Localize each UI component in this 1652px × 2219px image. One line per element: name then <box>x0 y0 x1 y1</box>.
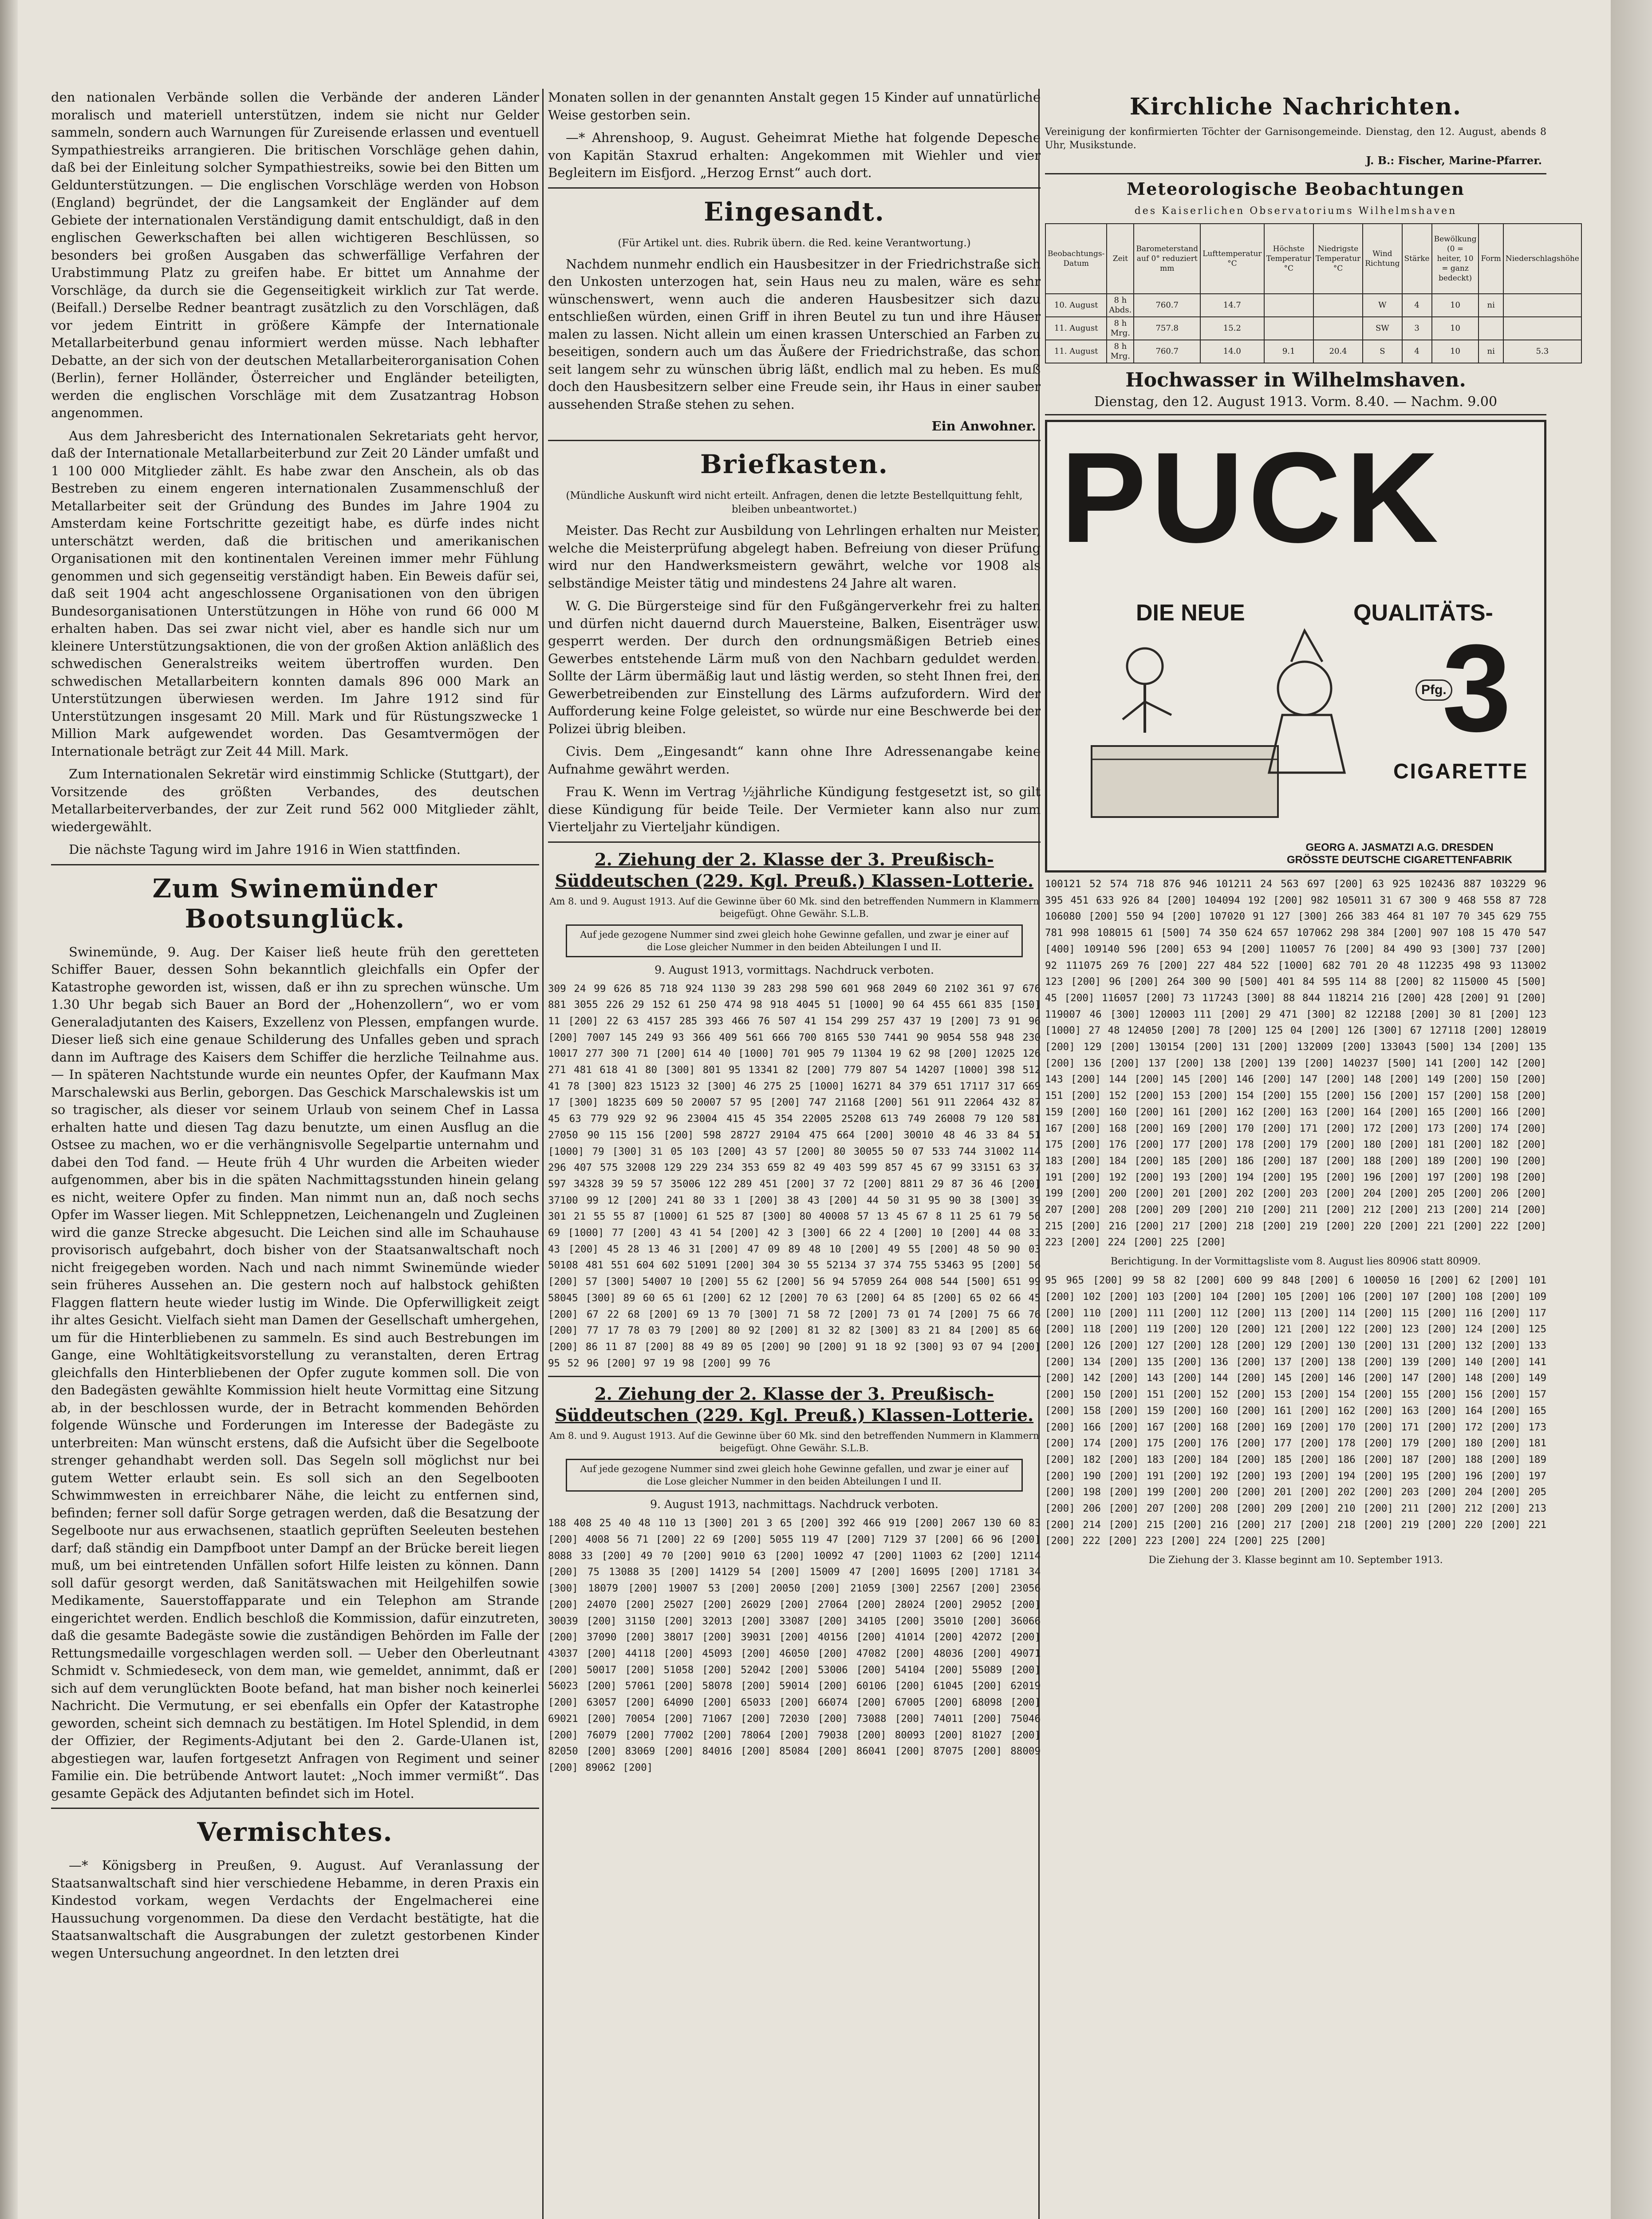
lottery-2-box: Auf jede gezogene Nummer sind zwei gleich hohe Gewinne gefallen, und zwar je einer auf die Lose gleicher Nummer in den beiden Abteilungen I und II. <box>566 1459 1023 1492</box>
ad-maker-name: GEORG A. JASMATZI A.G. DRESDEN <box>1305 841 1494 853</box>
weather-header: Stärke <box>1402 224 1432 294</box>
briefkasten-meister: Meister. Das Recht zur Ausbildung von Lehrlingen erhalten nur Meister, welche die Meisterprüfung abgelegt haben. Befreiung von dieser Prüfung wird nur den Handwerksmeistern gewährt, welche vor 1908 als selbständige Meister tätig und mindestens 24 Jahre alt waren. <box>548 523 1041 591</box>
column-rule-1 <box>542 89 544 2219</box>
lottery-correction: Berichtigung. In der Vormittagsliste vom 8. August lies 80906 statt 80909. <box>1110 1256 1481 1267</box>
ad-maker-tagline: GRÖSSTE DEUTSCHE CIGARETTENFABRIK <box>1287 854 1513 866</box>
ad-brand: PUCK <box>1061 426 1443 569</box>
ad-pfg: Pfg. <box>1415 679 1452 701</box>
weather-cell: SW <box>1363 317 1402 340</box>
weather-cell: 4 <box>1402 340 1432 363</box>
weather-cell: 8 h Mrg. <box>1107 340 1134 363</box>
weather-cell <box>1264 294 1313 317</box>
meteorologie-sub: des Kaiserlichen Observatoriums Wilhelmshaven <box>1134 205 1457 217</box>
eingesandt-signature: Ein Anwohner. <box>931 419 1036 434</box>
weather-cell: 757.8 <box>1134 317 1200 340</box>
weather-header: Beobachtungs-Datum <box>1045 224 1107 294</box>
section-rule <box>548 440 1041 441</box>
lottery-2-numbers: 188 408 25 40 48 110 13 [300] 201 3 65 [200] 392 466 919 [200] 2067 130 60 83 [200] 4008 56 71 [200] 22 69 [200] 5055 119 47 [200] 7129 37 [200] 66 96 [200] 8088 33 [200] 49 70 [200] 9010 63 [200] 10092 47 [200] 11003 62 [200] 12114 [200] 75 13088 35 [200] 14129 54 [200] 15009 47 [200] 16095 [200] 17181 34 [300] 18079 [200] 19007 53 [200] 20050 [200] 21059 [300] 22567 [200] 23056 [200] 24070 [200] 25027 [200] 26029 [200] 27064 [200] 28024 [200] 29052 [200] 30039 [200] 31150 [200] 32013 [200] 33087 [200] 34105 [200] 35010 [200] 36066 [200] 37090 [200] 38017 [200] 39031 [200] 40156 [200] 41014 [200] 42072 [200] 43037 [200] 44118 [200] 45093 [200] 46050 [200] 47082 [200] 48036 [200] 49071 [200] 50017 [200] 51058 [200] 52042 [200] 53006 [200] 54104 [200] 55089 [200] 56023 [200] 57061 [200] 58078 [200] 59014 [200] 60106 [200] 61045 [200] 62019 [200] 63057 [200] 64090 [200] 65033 [200] 66074 [200] 67005 [200] 68098 [200] 69021 [200] 70054 [200] 71067 [200] 72030 [200] 73088 [200] 74011 [200] 75046 [200] 76079 [200] 77002 [200] 78064 [200] 79038 [200] 80093 [200] 81027 [200] 82050 [200] 83069 [200] 84016 [200] 85084 [200] 86041 [200] 87075 [200] 88009 [200] 89062 [200] <box>548 1517 1041 1773</box>
weather-header: Niedrigste Temperatur °C <box>1313 224 1363 294</box>
section-rule <box>1045 173 1546 174</box>
briefkasten-civis: Civis. Dem „Eingesandt“ kann ohne Ihre Adressenangabe keine Aufnahme gewährt werden. <box>548 744 1041 777</box>
lottery-1-box: Auf jede gezogene Nummer sind zwei gleich hohe Gewinne gefallen, und zwar je einer auf die Lose gleicher Nummer in den beiden Abteilungen I und II. <box>566 924 1023 957</box>
lottery-1-sub: Am 8. und 9. August 1913. Auf die Gewinne über 60 Mk. sind den betreffenden Nummern in Klammern beigefügt. Ohne Gewähr. S.L.B. <box>549 896 1039 919</box>
section-rule <box>548 187 1041 189</box>
weather-cell: 10. August <box>1045 294 1107 317</box>
briefkasten-frau-k: Frau K. Wenn im Vertrag ½jährliche Kündigung festgesetzt ist, so gilt diese Kündigung für beide Teile. Der Vermieter kann also nur zum Vierteljahr zu Vierteljahr kündigen. <box>548 784 1041 834</box>
weather-table <box>1045 223 1582 363</box>
weather-cell <box>1503 317 1581 340</box>
ad-illustration <box>1074 613 1376 826</box>
lottery-1-date: 9. August 1913, vormittags. Nachdruck verboten. <box>654 963 934 976</box>
weather-cell: 760.7 <box>1134 340 1200 363</box>
article-koenigsberg: —* Königsberg in Preußen, 9. August. Auf Veranlassung der Staatsanwaltschaft sind hier verschiedene Hebamme, in deren Praxis ein Kindestod vorkam, wegen Verdachts der Engelmacherei eine Haussuchung vorgenommen. Da diese den Verdacht bestätigte, hat die Staatsanwaltschaft die Ausgrabungen der zuletzt gestorbenen Kinder wegen Untersuchung angeordnet. In den letzten drei <box>51 1858 539 1961</box>
article-metall-continued: den nationalen Verbände sollen die Verbände der anderen Länder moralisch und materiell unterstützen, indem sie nicht nur Gelder sammeln, sondern auch Warnungen für Zureisende erlassen und eventuell Sympathiestreiks arrangieren. Die britischen Vorschläge gehen dahin, daß bei der Einleitung solcher Sympathiestreiks, sowie bei den Bitten um Geldunterstützungen. — Die englischen Vorschläge werden von Hobson (England) begründet, der die Langsamkeit der Engländer auf dem Gebiete der internationalen Verständigung damit entschuldigt, daß in den englischen Gewerkschaften bei allen wichtigeren Beschlüssen, so besonders bei großen Ausgaben das schwerfällige Verfahren der Urabstimmung Platz zu greifen habe. Er bittet um Annahme der Vorschläge, da durch sie die Gegenseitigkeit wirklich zur Tat werde. (Beifall.) Derselbe Redner beantragt zusätzlich zu den Vorschlägen, daß vor jedem Eintritt in größere Kämpfe der Internationale Metallarbeiterbund genau informiert werden müsse. Nach lebhafter Debatte, an der sich von der deutschen Metallarbeiterorganisation Cohen (Berlin), ferner Holländer, Österreicher und Engländer beteiligten, werden die englischen Vorschläge mit dem Zusatzantrag Hobson angenommen. <box>51 90 539 420</box>
hochwasser-times: Dienstag, den 12. August 1913. Vorm. 8.40. — Nachm. 9.00 <box>1094 394 1498 410</box>
binding-edge <box>0 0 18 2219</box>
heading-meteorologie: Meteorologische Beobachtungen <box>1127 179 1465 199</box>
heading-eingesandt: Eingesandt. <box>704 196 885 227</box>
weather-cell: 5.3 <box>1503 340 1581 363</box>
weather-cell: S <box>1363 340 1402 363</box>
weather-cell <box>1503 294 1581 317</box>
weather-header: Zeit <box>1107 224 1134 294</box>
weather-cell: 11. August <box>1045 340 1107 363</box>
weather-cell <box>1313 294 1363 317</box>
lottery-2-title: 2. Ziehung der 2. Klasse der 3. Preußisch-Süddeutschen (229. Kgl. Preuß.) Klassen-Lotterie. <box>555 1384 1034 1425</box>
heading-swinemuende: Zum Swinemünder Bootsunglück. <box>152 873 438 934</box>
church-text: Vereinigung der konfirmierten Töchter der Garnisongemeinde. Dienstag, den 12. August, abends 8 Uhr, Musikstunde. <box>1045 126 1546 151</box>
weather-cell <box>1313 317 1363 340</box>
section-rule <box>1045 414 1546 415</box>
column-1 <box>51 89 539 2219</box>
article-metall-secretary: Zum Internationalen Sekretär wird einstimmig Schlicke (Stuttgart), der Vorsitzende des größten Verbandes, des deutschen Metallarbeiterverbandes, der zur Zeit rund 562 000 Mitglieder zählt, wiedergewählt. <box>51 766 539 834</box>
lottery-1-numbers: 309 24 99 626 85 718 924 1130 39 283 298 590 601 968 2049 60 2102 361 97 676 881 3055 226 29 152 61 250 474 98 918 4045 51 [1000] 90 64 455 661 835 [150] 11 [200] 22 63 4157 285 393 466 76 507 41 154 299 257 437 19 [200] 73 91 96 [200] 7007 145 249 93 366 409 561 666 700 8165 530 7441 90 9054 558 948 230 10017 277 300 71 [200] 614 40 [1000] 701 905 79 11304 19 62 98 [200] 12025 126 271 481 618 41 80 [300] 801 95 13341 82 [200] 779 807 54 14207 [1000] 398 512 41 78 [300] 823 15123 32 [300] 46 275 25 [1000] 16271 84 379 651 17117 317 669 17 [300] 18235 609 50 20007 57 95 [200] 747 21168 [200] 561 911 22064 432 87 45 63 779 929 92 96 23004 415 45 354 22005 25208 613 749 26008 79 120 581 27050 90 115 156 [200] 598 28727 29104 475 664 [200] 30010 48 46 33 84 51 [1000] 79 [300] 31 05 103 [200] 43 57 [200] 80 30055 50 07 533 744 31002 114 296 407 575 32008 129 229 234 353 659 82 49 403 599 857 45 67 99 33151 63 37 597 34328 39 59 57 35006 122 289 451 [200] 37 72 [200] 8811 29 87 36 46 [200] 37100 99 12 [200] 241 80 33 1 [200] 38 43 [200] 44 50 31 95 90 38 [300] 39 301 21 55 55 87 [1000] 61 525 87 [300] 80 40008 57 13 45 67 8 11 25 61 79 56 69 [1000] 77 [200] 43 41 54 [200] 42 3 [300] 66 22 4 [200] 10 [200] 44 08 33 43 [200] 45 28 13 46 31 [200] 47 09 89 48 10 [200] 49 55 [200] 48 50 90 03 50108 481 551 604 602 51091 [200] 304 30 55 52134 37 374 755 53463 95 [200] 56 [200] 57 [300] 54007 10 [200] 55 62 [200] 56 94 57059 264 008 544 [500] 651 99 58045 [300] 89 60 65 61 [200] 62 12 [200] 70 63 [200] 64 85 [200] 65 02 66 45 [200] 67 22 68 [200] 69 13 70 [300] 71 58 72 [200] 73 01 74 [200] 75 66 76 [200] 77 17 78 03 79 [200] 80 92 [200] 81 32 82 [300] 83 21 84 [200] 85 60 [200] 86 11 87 [200] 88 49 89 05 [200] 90 [200] 91 18 92 [300] 93 07 94 [200] 95 52 96 [200] 97 19 98 [200] 99 76 <box>548 983 1041 1369</box>
weather-cell: 10 <box>1432 340 1479 363</box>
article-swinemuende: Swinemünde, 9. Aug. Der Kaiser ließ heute früh den geretteten Schiffer Bauer, dessen Sohn bekanntlich gleichfalls ein Opfer der Katastrophe geworden ist, wissen, daß er ihn zu sprechen wünsche. Um 1.30 Uhr begab sich Bauer an Bord der „Hohenzollern“, wo er vom Generaladjutanten des Kaisers, Exzellenz von Plessen, empfangen wurde. Dieser ließ sich eine genaue Schilderung des Unfalles geben und sprach dann im Auftrage des Kaisers dem Schiffer die herzliche Teilnahme aus. — In späteren Nachtstunde wurde ein neuntes Opfer, der Kaufmann Max Marschalewski aus Berlin, geborgen. Das Geschick Marschalewskis ist um so tragischer, als dieser vor seinem Urlaub von seinem Chef in Lassa erhalten hatte und diesen Tag dazu benutzte, um einen Ausflug an die Ostsee zu machen, wo er die verhängnisvolle Segelpartie unternahm und dabei den Tod fand. — Heute früh 4 Uhr wurden die Arbeiten wieder aufgenommen, aber bis in die späten Nachmittagsstunden hinein gelang es nicht, weitere Opfer zu finden. Man nimmt nun an, daß noch sechs Opfer im Wasser liegen. Mit Schleppnetzen, Leichenangeln und Zugleinen wird die ganze Strecke abgesucht. Die Leichen sind alle im Schauhause provisorisch aufgebahrt, doch bisher von der Staatsanwaltschaft noch nicht freigegeben worden. Nach und nach nimmt Swinemünde wieder sein früheres Aussehen an. Die gestern noch auf halbstock gehißten Flaggen flattern heute wieder lustig im Winde. Die Opferwilligkeit zeigt ihr altes Gesicht. Vielfach sieht man Damen der Gesellschaft umhergehen, um für die Hinterbliebenen zu sammeln. Es sind auch Bestrebungen im Gange, eine Wohltätigkeitsvorstellung zu veranstalten, deren Ertrag gleichfalls den Hinterbliebenen der Opfer zugute kommen soll. Die von den Badegästen gewählte Kommission hielt heute Vormittag eine Sitzung ab, in der beschlossen wurde, der in Betracht kommenden Behörden folgende Wünsche und Forderungen im Interesse der Badegäste zu unterbreiten: Man wünscht erstens, daß die Aufsicht über die Segelboote strenger gehandhabt werden soll. Das Segeln soll möglichst nur bei gutem Wetter erlaubt sein. Es soll sich an den Segelbooten Schwimmwesten in erreichbarer Nähe, die leicht zu entfernen sind, befinden; ferner soll dafür Sorge getragen werden, daß die Besatzung der Segelboote nur aus erwachsenen, staatlich geprüften Seeleuten bestehen darf; daß ständig ein Dampfboot unter Dampf an der Brücke bereit liegen muß, um bei eintretenden Unfällen sofort Hilfe leisten zu können. Dann soll dafür gesorgt werden, daß Sanitätswachen mit Heilgehilfen sowie Medikamente, Sauerstoffapparate und ein Telephon am Strande eingerichtet werden. Endlich beschloß die Kommission, dafür einzutreten, daß die gesamte Badegäste sowie die zuständigen Behörden im Falle der Rettungsmedaille vorgeschlagen werden soll. — Ueber den Oberleutnant Schmidt v. Schmiedeseck, von dem man, wie gemeldet, annimmt, daß er sich auf dem verunglückten Boote befand, hat man bisher noch keinerlei Nachricht. Die Vermutung, er sei ebenfalls ein Opfer der Katastrophe geworden, scheint sich demnach zu bestätigen. Im Hotel Splendid, in dem der Offizier, der Regiments-Adjutant bei den 2. Garde-Ulanen ist, abgestiegen war, laufen fortgesetzt Anfragen von Regiment und seiner Familie ein. Die betrübende Antwort lautet: „Noch immer vermißt“. Das gesamte Gepäck des Adjutanten befindet sich im Hotel. <box>51 944 539 1801</box>
section-rule <box>548 841 1041 843</box>
lottery-1-numbers-cont: 100121 52 574 718 876 946 101211 24 563 697 [200] 63 925 102436 887 103229 96 395 451 633 926 84 [200] 104094 192 [200] 982 105011 31 67 300 9 468 558 87 728 106080 [200] 550 94 [200] 107020 91 127 [300] 266 383 464 81 107 70 345 629 755 781 998 108015 61 [500] 74 350 624 657 107062 298 384 [200] 907 108 15 470 547 [400] 109140 596 [200] 653 94 [200] 110057 76 [200] 84 490 93 [300] 737 [200] 92 111075 269 76 [200] 227 484 522 [1000] 682 701 20 48 112235 498 93 113002 123 [200] 96 [200] 264 300 90 [500] 401 84 595 114 88 [200] 82 115000 45 [500] 45 [200] 116057 [200] 73 117243 [300] 88 844 118214 216 [200] 428 [200] 91 [200] 119007 46 [300] 120003 111 [200] 29 471 [300] 82 122188 [200] 30 81 [200] 123 [1000] 27 48 124050 [200] 78 [200] 125 04 [200] 126 [300] 67 127118 [200] 128019 [200] 129 [200] 130154 [200] 131 [200] 132009 [200] 133043 [500] 134 [200] 135 [200] 136 [200] 137 [200] 138 [200] 139 [200] 140237 [500] 141 [200] 142 [200] 143 [200] 144 [200] 145 [200] 146 [200] 147 [200] 148 [200] 149 [200] 150 [200] 151 [200] 152 [200] 153 [200] 154 [200] 155 [200] 156 [200] 157 [200] 158 [200] 159 [200] 160 [200] 161 [200] 162 [200] 163 [200] 164 [200] 165 [200] 166 [200] 167 [200] 168 [200] 169 [200] 170 [200] 171 [200] 172 [200] 173 [200] 174 [200] 175 [200] 176 [200] 177 [200] 178 [200] 179 [200] 180 [200] 181 [200] 182 [200] 183 [200] 184 [200] 185 [200] 186 [200] 187 [200] 188 [200] 189 [200] 190 [200] 191 [200] 192 [200] 193 [200] 194 [200] 195 [200] 196 [200] 197 [200] 198 [200] 199 [200] 200 [200] 201 [200] 202 [200] 203 [200] 204 [200] 205 [200] 206 [200] 207 [200] 208 [200] 209 [200] 210 [200] 211 [200] 212 [200] 213 [200] 214 [200] 215 [200] 216 [200] 217 [200] 218 [200] 219 [200] 220 [200] 221 [200] 222 [200] 223 [200] 224 [200] 225 [200] <box>1045 878 1546 1248</box>
ad-qualitaets: QUALITÄTS- <box>1353 600 1493 626</box>
weather-cell: 10 <box>1432 294 1479 317</box>
lottery-footer: Die Ziehung der 3. Klasse beginnt am 10. September 1913. <box>1148 1555 1443 1566</box>
weather-header-row <box>1045 224 1581 294</box>
weather-row <box>1045 340 1581 363</box>
weather-cell: 9.1 <box>1264 340 1313 363</box>
weather-cell: 14.7 <box>1200 294 1264 317</box>
eingesandt-text: Nachdem nunmehr endlich ein Hausbesitzer in der Friedrichstraße sich den Unkosten unterzogen hat, sein Haus neu zu malen, wäre es sehr wünschenswert, wenn auch die anderen Hausbesitzer sich dazu entschließen würden, einen Griff in ihren Beutel zu tun und ihre Häuser malen zu lassen. Nicht allein um einen krassen Unterschied an Farben zu beseitigen, sondern auch um das Äußere der Friedrichstraße, das schon seit langem sehr zu wünschen übrig läßt, endlich mal zu heben. Es muß doch den Hausbesitzern selber eine Freude sein, ihr Haus in einer sauber aussehenden Straße stehen zu sehen. <box>548 256 1041 412</box>
article-koenigsberg-end: Monaten sollen in der genannten Anstalt gegen 15 Kinder auf unnatürliche Weise gestorben sein. <box>548 90 1041 122</box>
ad-maker <box>1287 841 1512 866</box>
ad-price: 3 <box>1442 619 1511 758</box>
weather-cell: 4 <box>1402 294 1432 317</box>
weather-header: Höchste Temperatur °C <box>1264 224 1313 294</box>
weather-cell: 3 <box>1402 317 1432 340</box>
weather-cell: 760.7 <box>1134 294 1200 317</box>
puck-cigarette-ad <box>1045 420 1546 873</box>
lottery-2-date: 9. August 1913, nachmittags. Nachdruck verboten. <box>650 1498 938 1511</box>
weather-header: Barometerstand auf 0° reduziert mm <box>1134 224 1200 294</box>
section-rule <box>51 864 539 865</box>
weather-cell: 14.0 <box>1200 340 1264 363</box>
section-rule <box>51 1808 539 1809</box>
column-3 <box>1045 89 1579 2219</box>
weather-header: Lufttemperatur °C <box>1200 224 1264 294</box>
section-rule <box>548 1376 1041 1377</box>
weather-cell: 8 h Abds. <box>1107 294 1134 317</box>
weather-cell: W <box>1363 294 1402 317</box>
weather-cell: ni <box>1479 294 1503 317</box>
article-ahrenshoop: —* Ahrenshoop, 9. August. Geheimrat Miethe hat folgende Depesche von Kapitän Staxrud erhalten: Angekommen mit Wiehler und vier Begleitern im Eisfjord. „Herzog Ernst“ auch dort. <box>548 130 1041 180</box>
briefkasten-note: (Mündliche Auskunft wird nicht erteilt. Anfragen, denen die letzte Bestellquittung fehlt, bleiben unbeantwortet.) <box>566 490 1023 515</box>
weather-header: Bewölkung (0 = heiter, 10 = ganz bedeckt) <box>1432 224 1479 294</box>
heading-vermischtes: Vermischtes. <box>197 1817 393 1847</box>
weather-header: Niederschlagshöhe <box>1503 224 1581 294</box>
ad-die-neue: DIE NEUE <box>1136 600 1245 626</box>
weather-cell: 10 <box>1432 317 1479 340</box>
eingesandt-disclaimer: (Für Artikel unt. dies. Rubrik übern. die Red. keine Verantwortung.) <box>618 237 971 249</box>
article-metall-report: Aus dem Jahresbericht des Internationalen Sekretariats geht hervor, daß der Internationale Metallarbeiterbund zur Zeit 20 Länder umfaßt und 1 100 000 Mitglieder zählt. Es habe zwar den Anschein, als ob das Bestreben zu einem engeren internationalen Zusammenschluß der Metallarbeiter seit der Gründung des Bundes im Jahre 1904 zu Amsterdam keine Fortschritte gezeitigt habe, es dürfe indes nicht unterschätzt werden, daß die britischen und amerikanischen Organisationen mit den kontinentalen Vereinen immer mehr Fühlung genommen und sich gegenseitig verständigt haben. Ein Beweis dafür sei, daß seit 1904 acht angeschlossene Organisationen von den übrigen Bundesorganisationen Unterstützungen in Höhe von rund 66 000 M erhalten haben. Das sei zwar nicht viel, aber es handle sich nur um kleinere Unterstützungsaktionen, die von der großen Aktion anläßlich des schwedischen Generalstreiks weitem übertroffen wurden. Den schwedischen Metallarbeitern konnten damals 896 000 Mark an Unterstützungen überwiesen werden. Im Jahre 1912 sind für Unterstützungen insgesamt 20 Mill. Mark und für Rüstungszwecke 1 Million Mark aufgewendet worden. Das Gesamtvermögen der Internationale beträgt zur Zeit 44 Mill. Mark. <box>51 428 539 759</box>
weather-cell: 15.2 <box>1200 317 1264 340</box>
weather-header: Form <box>1479 224 1503 294</box>
weather-cell: 20.4 <box>1313 340 1363 363</box>
lottery-1-title: 2. Ziehung der 2. Klasse der 3. Preußisch-Süddeutschen (229. Kgl. Preuß.) Klassen-Lotterie. <box>555 849 1034 891</box>
church-signature: J. B.: Fischer, Marine-Pfarrer. <box>1366 154 1542 167</box>
lottery-2-numbers-cont: 95 965 [200] 99 58 82 [200] 600 99 848 [200] 6 100050 16 [200] 62 [200] 101 [200] 102 [200] 103 [200] 104 [200] 105 [200] 106 [200] 107 [200] 108 [200] 109 [200] 110 [200] 111 [200] 112 [200] 113 [200] 114 [200] 115 [200] 116 [200] 117 [200] 118 [200] 119 [200] 120 [200] 121 [200] 122 [200] 123 [200] 124 [200] 125 [200] 126 [200] 127 [200] 128 [200] 129 [200] 130 [200] 131 [200] 132 [200] 133 [200] 134 [200] 135 [200] 136 [200] 137 [200] 138 [200] 139 [200] 140 [200] 141 [200] 142 [200] 143 [200] 144 [200] 145 [200] 146 [200] 147 [200] 148 [200] 149 [200] 150 [200] 151 [200] 152 [200] 153 [200] 154 [200] 155 [200] 156 [200] 157 [200] 158 [200] 159 [200] 160 [200] 161 [200] 162 [200] 163 [200] 164 [200] 165 [200] 166 [200] 167 [200] 168 [200] 169 [200] 170 [200] 171 [200] 172 [200] 173 [200] 174 [200] 175 [200] 176 [200] 177 [200] 178 [200] 179 [200] 180 [200] 181 [200] 182 [200] 183 [200] 184 [200] 185 [200] 186 [200] 187 [200] 188 [200] 189 [200] 190 [200] 191 [200] 192 [200] 193 [200] 194 [200] 195 [200] 196 [200] 197 [200] 198 [200] 199 [200] 200 [200] 201 [200] 202 [200] 203 [200] 204 [200] 205 [200] 206 [200] 207 [200] 208 [200] 209 [200] 210 [200] 211 [200] 212 [200] 213 [200] 214 [200] 215 [200] 216 [200] 217 [200] 218 [200] 219 [200] 220 [200] 221 [200] 222 [200] 223 [200] 224 [200] 225 [200] <box>1045 1275 1546 1547</box>
lottery-2-sub: Am 8. und 9. August 1913. Auf die Gewinne über 60 Mk. sind den betreffenden Nummern in Klammern beigefügt. Ohne Gewähr. S.L.B. <box>549 1430 1039 1454</box>
weather-cell: 8 h Mrg. <box>1107 317 1134 340</box>
column-2 <box>548 89 1041 2219</box>
puck-figure-icon <box>1127 648 1163 684</box>
article-metall-next-meeting: Die nächste Tagung wird im Jahre 1916 in Wien stattfinden. <box>69 842 461 857</box>
weather-cell: 11. August <box>1045 317 1107 340</box>
weather-header: Wind Richtung <box>1363 224 1402 294</box>
weather-cell: ni <box>1479 340 1503 363</box>
cigarette-box-icon <box>1092 746 1278 817</box>
heading-hochwasser: Hochwasser in Wilhelmshaven. <box>1125 369 1466 391</box>
ad-cigarette: CIGARETTE <box>1393 760 1529 783</box>
weather-row <box>1045 317 1581 340</box>
weather-cell <box>1479 317 1503 340</box>
dwarf-figure-icon <box>1278 662 1331 715</box>
weather-row <box>1045 294 1581 317</box>
page-edge <box>1611 0 1652 2219</box>
heading-kirchliche-nachrichten: Kirchliche Nachrichten. <box>1129 93 1462 120</box>
weather-cell <box>1264 317 1313 340</box>
briefkasten-wg: W. G. Die Bürgersteige sind für den Fußgängerverkehr frei zu halten und dürfen nicht dauernd durch Mauersteine, Balken, Eisenträger usw. gesperrt werden. Der durch den ordnungsmäßigen Betrieb eines Gewerbes entstehende Lärm muß von den Nachbarn geduldet werden. Sollte der Lärm übermäßig laut und lästig werden, so steht Ihnen frei, den Gewerbetreibenden zur Einstellung des Lärms aufzufordern. Wird der Aufforderung keine Folge geleistet, so würde nur eine Beschwerde bei der Polizei übrig bleiben. <box>548 598 1041 736</box>
heading-briefkasten: Briefkasten. <box>700 449 888 479</box>
